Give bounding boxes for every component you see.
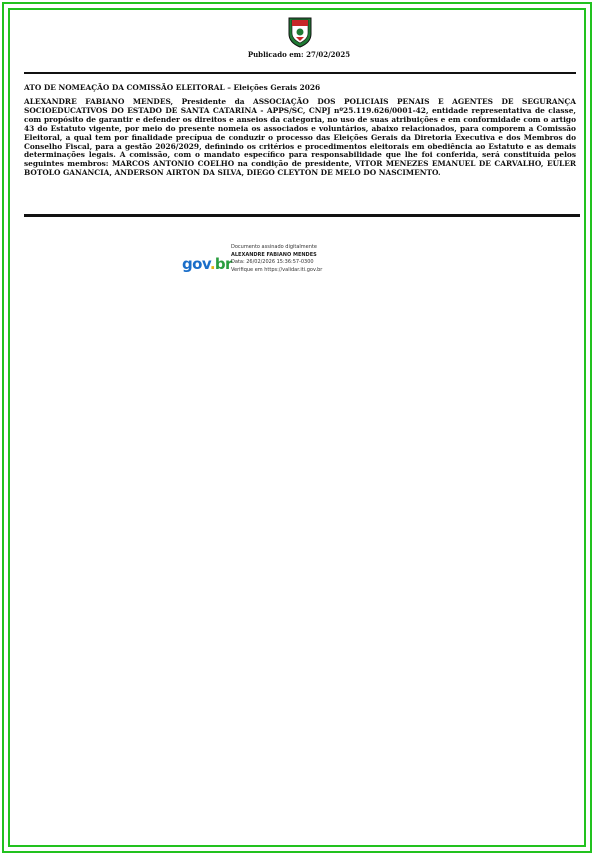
published-date: Publicado em: 27/02/2025 [247,50,351,59]
signature-date: Data: 26/02/2026 15:36:57-0300 [231,259,314,265]
digital-signature [182,244,382,284]
divider-top [24,72,576,74]
signature-details [231,244,322,274]
signature-verify-link: Verifique em https://validar.iti.gov.br [231,266,323,273]
govbr-logo-dot: . [209,255,215,273]
divider-bottom [24,214,580,217]
document-body: ALEXANDRE FABIANO MENDES, Presidente da ASSOCIAÇÃO DOS POLICIAIS PENAIS E AGENTES DE SEGURANÇA SOCIOEDUCATIVOS DO ESTADO DE SANTA CATARINA - APPS/SC, CNPJ nº25.119.626/0001-42, entidade representativa de classe, com propósito de garantir e defender os direitos e anseios da categoria, no uso de suas atribuições e em conformidade com o artigo 43 do Estatuto vigente, por meio do presente nomeia os associados e voluntários, abaixo relacionados, para comporem a Comissão Eleitoral, a qual tem por finalidade precípua de conduzir o processo das Eleições Gerais da Diretoria Executiva e dos Membros do Conselho Fiscal, para a gestão 2026/2029, definindo os critérios e procedimentos eleitorais em obediência ao Estatuto e as demais determinações legais. A comissão, com o mandato específico para responsabilidade que lhe foi conferida, será constituída pelos seguintes membros: MARCOS ANTONIO COELHO na condição de presidente, VITOR MENEZES EMANUEL DE CARVALHO, EULER BOTOLO GANANCIA, ANDERSON AIRTON DA SILVA, DIEGO CLEYTON DE MELO DO NASCIMENTO. [24,97,576,178]
apps-sc-shield-icon [287,16,313,48]
signer-name: ALEXANDRE FABIANO MENDES [231,251,317,258]
govbr-logo-gov: gov [182,255,210,273]
govbr-logo-br: br [214,255,232,273]
signature-caption: Documento assinado digitalmente [231,244,317,250]
govbr-logo [182,255,230,273]
document-title: ATO DE NOMEAÇÃO DA COMISSÃO ELEITORAL – Eleições Gerais 2026 [24,83,321,92]
